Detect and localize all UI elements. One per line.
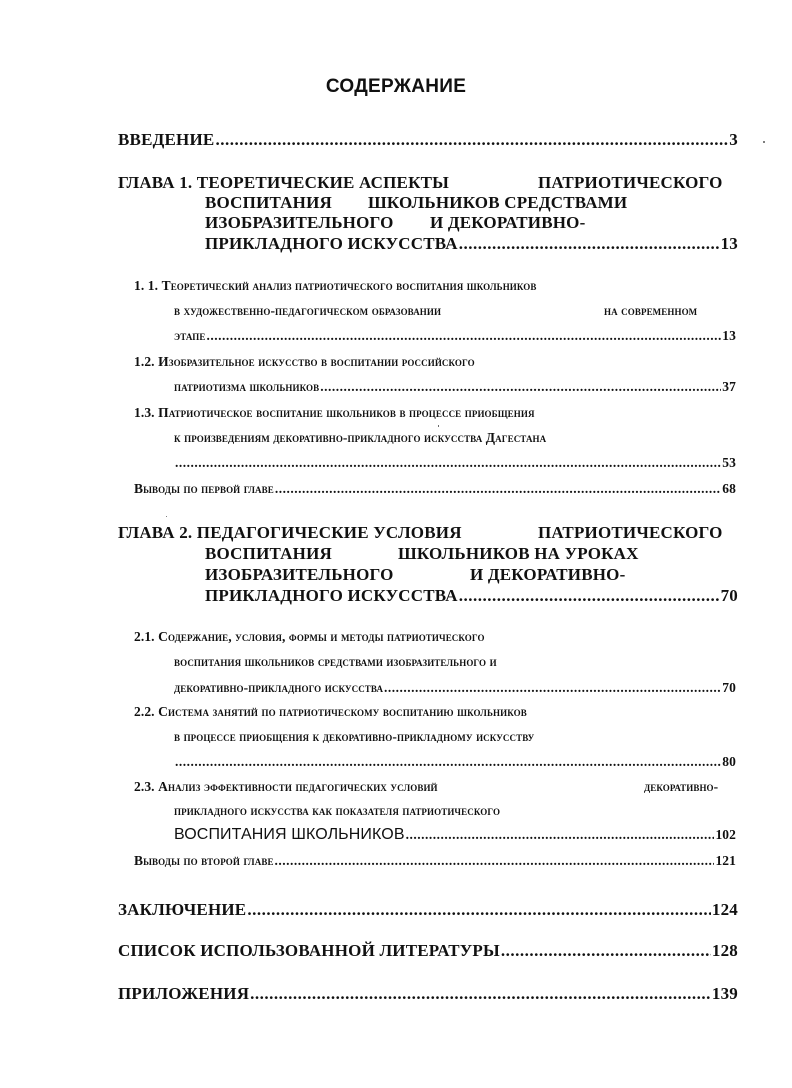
- dot-leader: [459, 586, 720, 606]
- toc-entry-label: СПИСОК ИСПОЛЬЗОВАННОЙ ЛИТЕРАТУРЫ: [118, 941, 500, 960]
- scan-speck: [763, 141, 765, 143]
- chapter1-heading-line3b: И ДЕКОРАТИВНО-: [430, 213, 586, 232]
- toc-entry-label: ПРИКЛАДНОГО ИСКУССТВА: [205, 586, 458, 605]
- page-number: 37: [722, 379, 736, 394]
- page-number: 53: [722, 455, 736, 470]
- toc-entry-chapter1[interactable]: [205, 234, 738, 254]
- dot-leader: [275, 481, 721, 497]
- page-title: СОДЕРЖАНИЕ: [325, 76, 467, 97]
- chapter1-heading-line1: ГЛАВА 1. ТЕОРЕТИЧЕСКИЕ АСПЕКТЫ: [118, 173, 450, 192]
- toc-entry-chapter2[interactable]: [205, 586, 738, 606]
- toc-entry-section-2-3[interactable]: [174, 826, 736, 844]
- toc-entry-chapter1-conclusions[interactable]: [134, 481, 736, 497]
- page-number: 124: [711, 900, 738, 919]
- toc-entry-conclusion[interactable]: [118, 900, 738, 920]
- dot-leader: [206, 328, 721, 344]
- toc-entry-label: этапе: [174, 328, 206, 343]
- chapter1-heading-line1b: ПАТРИОТИЧЕСКОГО: [538, 173, 723, 192]
- chapter2-heading-line1: ГЛАВА 2. ПЕДАГОГИЧЕСКИЕ УСЛОВИЯ: [118, 523, 462, 542]
- dot-leader: [175, 754, 721, 770]
- section-1-1-line2: в художественно-педагогическом образовании: [174, 303, 442, 318]
- dot-leader: [175, 455, 721, 471]
- dot-leader: [501, 941, 711, 961]
- chapter2-heading-line3b: И ДЕКОРАТИВНО-: [470, 565, 626, 584]
- toc-entry-label: декоративно-прикладного искусства: [174, 680, 384, 695]
- toc-entry-label: ВВЕДЕНИЕ: [118, 130, 215, 149]
- page-number: 13: [722, 328, 736, 343]
- toc-entry-label: ПРИКЛАДНОГО ИСКУССТВА: [205, 234, 458, 253]
- toc-entry-label: ПРИЛОЖЕНИЯ: [118, 984, 250, 1003]
- toc-entry-label: ЗАКЛЮЧЕНИЕ: [118, 900, 247, 919]
- dot-leader: [459, 234, 720, 254]
- toc-entry-intro[interactable]: [118, 130, 738, 150]
- scan-speck: [438, 425, 439, 427]
- toc-entry-section-2-2[interactable]: [174, 754, 736, 770]
- chapter1-heading-line2b: ШКОЛЬНИКОВ СРЕДСТВАМИ: [368, 193, 628, 212]
- section-2-1-line2: воспитания школьников средствами изобразительного и: [174, 654, 497, 669]
- dot-leader: [384, 680, 721, 696]
- dot-leader: [406, 827, 715, 843]
- page-number: 121: [715, 853, 736, 868]
- toc-entry-appendix[interactable]: [118, 984, 738, 1004]
- page-number: 102: [715, 827, 736, 842]
- dot-leader: [247, 900, 711, 920]
- toc-entry-section-2-1[interactable]: [174, 680, 736, 696]
- page-number: 128: [711, 941, 738, 960]
- section-1-2-line1: 1.2. Изобразительное искусство в воспитании российского: [134, 354, 475, 369]
- section-1-1-line1: 1. 1. Теоретический анализ патриотического воспитания школьников: [134, 278, 537, 293]
- chapter1-heading-line2: ВОСПИТАНИЯ: [205, 193, 332, 212]
- page-number: 13: [720, 234, 738, 253]
- page-number: 70: [720, 586, 738, 605]
- chapter1-heading-line3: ИЗОБРАЗИТЕЛЬНОГО: [205, 213, 394, 232]
- page-number: 80: [722, 754, 736, 769]
- page-number: 68: [722, 481, 736, 496]
- toc-entry-chapter2-conclusions[interactable]: [134, 853, 736, 869]
- dot-leader: [250, 984, 711, 1004]
- toc-entry-section-1-2[interactable]: [174, 379, 736, 395]
- toc-entry-label: Выводы по второй главе: [134, 853, 274, 868]
- chapter2-heading-line2: ВОСПИТАНИЯ: [205, 544, 332, 563]
- chapter2-heading-line3: ИЗОБРАЗИТЕЛЬНОГО: [205, 565, 394, 584]
- dot-leader: [320, 379, 721, 395]
- page-number: 3: [729, 130, 738, 149]
- section-2-3-line1b: декоративно-: [644, 779, 719, 794]
- section-2-1-line1: 2.1. Содержание, условия, формы и методы патриотического: [134, 629, 485, 644]
- section-1-1-line2b: на современном: [604, 303, 698, 318]
- section-2-3-line2: прикладного искусства как показателя патриотического: [174, 803, 501, 818]
- toc-entry-section-1-3[interactable]: [174, 455, 736, 471]
- toc-entry-label: ВОСПИТАНИЯ ШКОЛЬНИКОВ: [174, 826, 405, 843]
- section-1-3-line1: 1.3. Патриотическое воспитание школьников в процессе приобщения: [134, 405, 535, 420]
- toc-entry-label: Выводы по первой главе: [134, 481, 274, 496]
- scan-speck: [166, 516, 167, 517]
- dot-leader: [275, 853, 715, 869]
- toc-entry-section-1-1[interactable]: [174, 328, 736, 344]
- chapter2-heading-line1b: ПАТРИОТИЧЕСКОГО: [538, 523, 723, 542]
- section-2-2-line1: 2.2. Система занятий по патриотическому воспитанию школьников: [134, 704, 527, 719]
- dot-leader: [215, 130, 728, 150]
- toc-entry-references[interactable]: [118, 941, 738, 961]
- section-1-3-line2: к произведениям декоративно-прикладного искусства Дагестана: [174, 430, 547, 445]
- toc-entry-label: патриотизма школьников: [174, 379, 320, 394]
- page-number: 139: [711, 984, 738, 1003]
- section-2-2-line2: в процессе приобщения к декоративно-прикладному искусству: [174, 729, 535, 744]
- section-2-3-line1: 2.3. Анализ эффективности педагогических условий: [134, 779, 438, 794]
- chapter2-heading-line2b: ШКОЛЬНИКОВ НА УРОКАХ: [398, 544, 639, 563]
- page-number: 70: [722, 680, 736, 695]
